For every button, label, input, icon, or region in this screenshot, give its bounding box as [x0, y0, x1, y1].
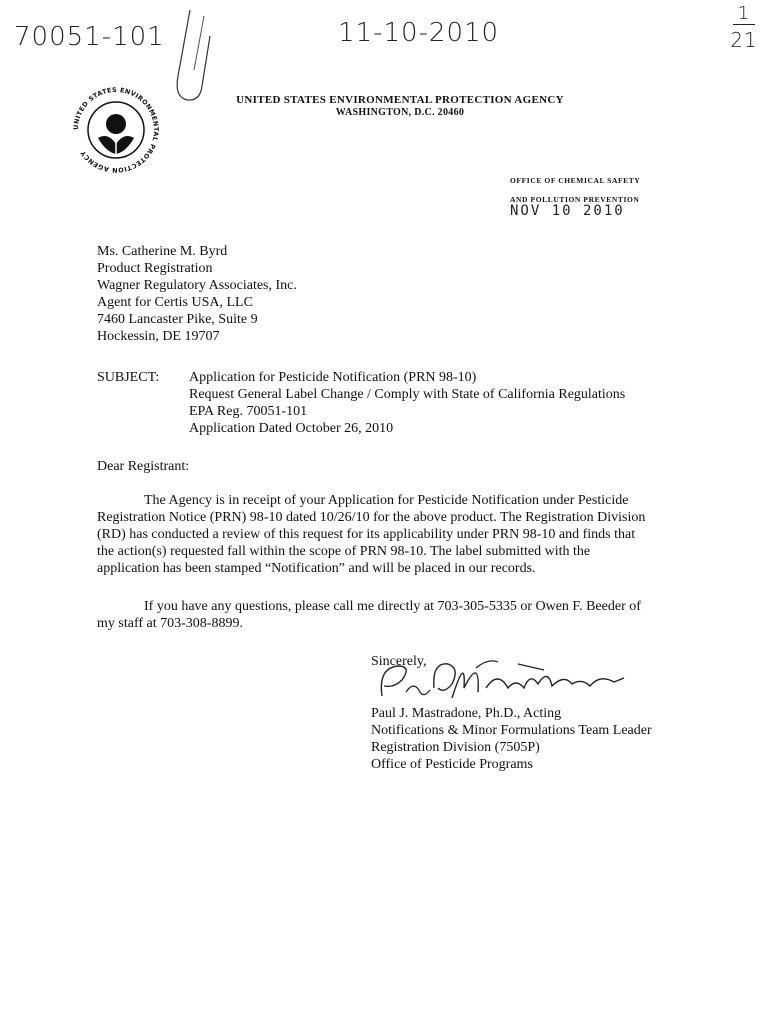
recipient-line: Product Registration	[97, 261, 213, 276]
paragraph-line: my staff at 703-308-8899.	[97, 616, 243, 631]
signatory-line: Registration Division (7505P)	[371, 740, 540, 755]
paragraph-line: (RD) has conducted a review of this request for its applicability under PRN 98-10 and finds that	[97, 527, 636, 542]
signatory-line: Office of Pesticide Programs	[371, 757, 533, 772]
salutation: Dear Registrant:	[97, 459, 190, 474]
office-line-2: AND POLLUTION PREVENTION	[510, 195, 640, 204]
body-paragraph-2	[97, 598, 737, 632]
handwritten-date: 11-10-2010	[338, 18, 500, 48]
paragraph-line: Registration Notice (PRN) 98-10 dated 10/26/10 for the above product. The Registration Division	[97, 510, 646, 525]
subject-block	[189, 369, 625, 437]
paragraph-line: the action(s) requested fall within the scope of PRN 98-10. The label submitted with the	[97, 544, 591, 559]
body-paragraph-1	[97, 492, 737, 577]
handwritten-page-bottom: 21	[730, 28, 758, 52]
recipient-line: Hockessin, DE 19707	[97, 329, 220, 344]
paragraph-line: The Agency is in receipt of your Application for Pesticide Notification under Pesticide	[144, 493, 629, 508]
recipient-line: Agent for Certis USA, LLC	[97, 295, 253, 310]
date-stamp: NOV 10 2010	[510, 203, 625, 219]
recipient-address	[97, 243, 297, 345]
subject-line: Application Dated October 26, 2010	[189, 421, 394, 436]
handwritten-signature	[368, 648, 638, 710]
paragraph-line: application has been stamped “Notification” and will be placed in our records.	[97, 561, 536, 576]
agency-city: WASHINGTON, D.C. 20460	[335, 107, 465, 118]
subject-line: Application for Pesticide Notification (PRN 98-10)	[189, 370, 477, 385]
subject-line: EPA Reg. 70051-101	[189, 404, 308, 419]
seal-ring-text: UNITED STATES ENVIRONMENTAL PROTECTION AGENCY	[71, 85, 161, 175]
recipient-line: 7460 Lancaster Pike, Suite 9	[97, 312, 258, 327]
handwritten-page-top: 1	[733, 4, 755, 25]
recipient-line: Wagner Regulatory Associates, Inc.	[97, 278, 297, 293]
recipient-line: Ms. Catherine M. Byrd	[97, 244, 228, 259]
signatory-block	[371, 705, 652, 773]
signatory-line: Paul J. Mastradone, Ph.D., Acting	[371, 706, 562, 721]
agency-name: UNITED STATES ENVIRONMENTAL PROTECTION AGENCY	[236, 94, 564, 106]
handwritten-file-number: 70051-101	[14, 22, 165, 52]
office-line-1: OFFICE OF CHEMICAL SAFETY	[510, 176, 641, 185]
closing: Sincerely,	[371, 654, 427, 669]
subject-line: Request General Label Change / Comply with State of California Regulations	[189, 387, 626, 402]
paperclip-mark	[160, 6, 220, 106]
epa-seal-icon	[68, 82, 164, 178]
signatory-line: Notifications & Minor Formulations Team Leader	[371, 723, 652, 738]
subject-label: SUBJECT:	[97, 370, 160, 385]
paragraph-line: If you have any questions, please call me directly at 703-305-5335 or Owen F. Beeder of	[144, 599, 641, 614]
